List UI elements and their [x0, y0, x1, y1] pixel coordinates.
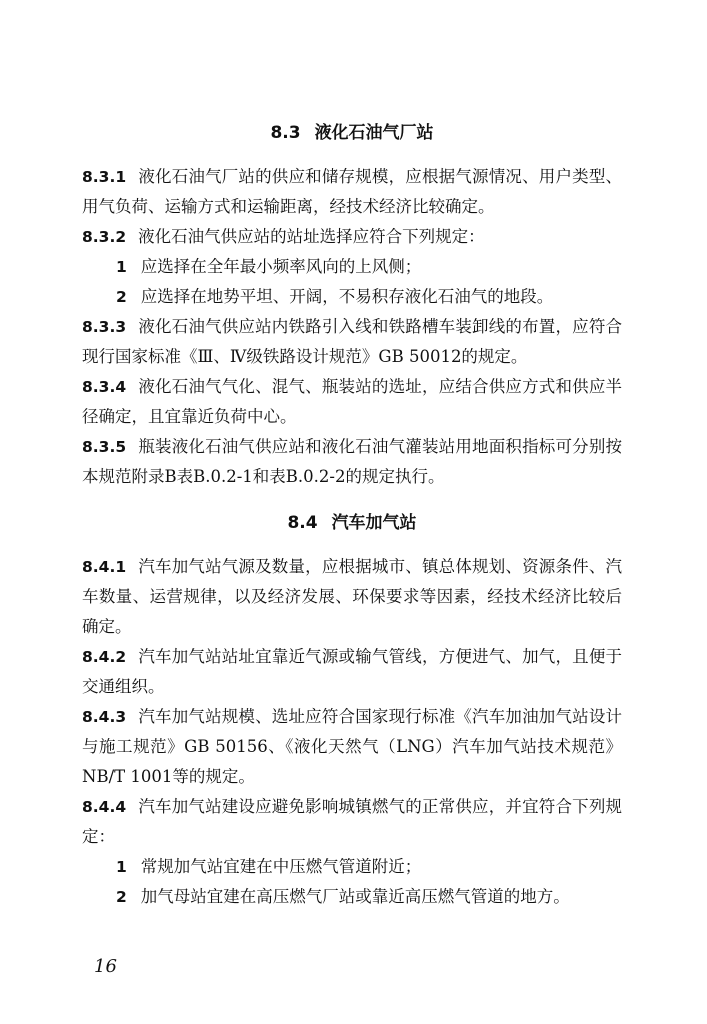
item-text: 应选择在全年最小频率风向的上风侧；: [140, 257, 422, 276]
clause-number: 8.4.1: [82, 558, 127, 576]
clause-8-4-2: [82, 642, 622, 702]
document-page: [82, 120, 622, 912]
clause-number: 8.3.3: [82, 318, 127, 336]
page-number: 16: [94, 956, 117, 977]
list-item: [82, 252, 622, 282]
clause-text: 液化石油气气化、混气、瓶装站的选址，应结合供应方式和供应半径确定，且宜靠近负荷中心。: [82, 377, 622, 426]
clause-text: 汽车加气站建设应避免影响城镇燃气的正常供应，并宜符合下列规定：: [82, 797, 622, 846]
clause-8-4-1: [82, 552, 622, 642]
clause-number: 8.3.5: [82, 438, 127, 456]
item-number: 2: [116, 288, 127, 306]
clause-8-3-2: [82, 222, 622, 252]
section-title: 液化石油气厂站: [314, 123, 434, 143]
list-item: [82, 282, 622, 312]
clause-text: 汽车加气站规模、选址应符合国家现行标准《汽车加油加气站设计与施工规范》GB 50156、《液化天然气（LNG）汽车加气站技术规范》NB/T 1001等的规定。: [82, 707, 622, 786]
clause-number: 8.4.4: [82, 798, 127, 816]
clause-text: 汽车加气站站址宜靠近气源或输气管线，方便进气、加气，且便于交通组织。: [82, 647, 622, 696]
clause-number: 8.3.2: [82, 228, 127, 246]
clause-text: 液化石油气厂站的供应和储存规模，应根据气源情况、用户类型、用气负荷、运输方式和运输距离，经技术经济比较确定。: [82, 167, 622, 216]
item-text: 加气母站宜建在高压燃气厂站或靠近高压燃气管道的地方。: [140, 887, 570, 906]
clause-text: 液化石油气供应站的站址选择应符合下列规定：: [138, 227, 485, 246]
clause-text: 汽车加气站气源及数量，应根据城市、镇总体规划、资源条件、汽车数量、运营规律，以及经济发展、环保要求等因素，经技术经济比较后确定。: [82, 557, 622, 636]
list-item: [82, 852, 622, 882]
clause-text: 瓶装液化石油气供应站和液化石油气灌装站用地面积指标可分别按本规范附录B表B.0.2-1和表B.0.2-2的规定执行。: [82, 437, 622, 486]
clause-number: 8.4.2: [82, 648, 127, 666]
item-number: 1: [116, 858, 127, 876]
clause-8-3-3: [82, 312, 622, 372]
clause-8-3-4: [82, 372, 622, 432]
item-number: 2: [116, 888, 127, 906]
clause-8-3-1: [82, 162, 622, 222]
clause-8-4-4: [82, 792, 622, 852]
section-heading-8-3: [82, 120, 622, 146]
section-number: 8.3: [270, 123, 301, 143]
clause-number: 8.4.3: [82, 708, 127, 726]
section-title: 汽车加气站: [331, 513, 417, 533]
section-heading-8-4: [82, 510, 622, 536]
clause-number: 8.3.4: [82, 378, 127, 396]
clause-8-3-5: [82, 432, 622, 492]
item-text: 应选择在地势平坦、开阔，不易积存液化石油气的地段。: [140, 287, 554, 306]
section-number: 8.4: [287, 513, 318, 533]
clause-text: 液化石油气供应站内铁路引入线和铁路槽车装卸线的布置，应符合现行国家标准《Ⅲ、Ⅳ级铁路设计规范》GB 50012的规定。: [82, 317, 622, 366]
clause-number: 8.3.1: [82, 168, 127, 186]
item-number: 1: [116, 258, 127, 276]
item-text: 常规加气站宜建在中压燃气管道附近；: [140, 857, 422, 876]
list-item: [82, 882, 622, 912]
clause-8-4-3: [82, 702, 622, 792]
